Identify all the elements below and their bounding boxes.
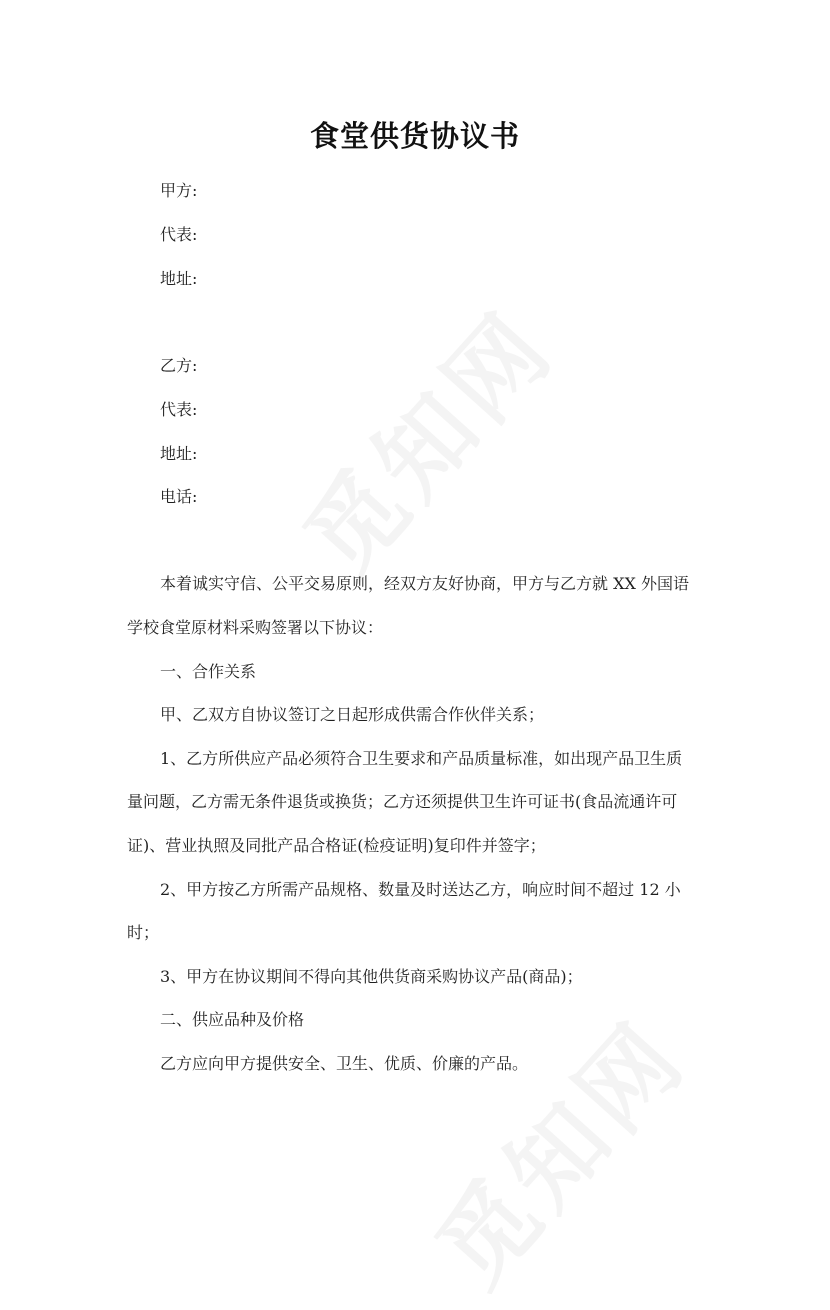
section-1-item-2-line-2: 时；	[127, 923, 160, 942]
section-1-item-1-line-1: 1、乙方所供应产品必须符合卫生要求和产品质量标准，如出现产品卫生质	[160, 749, 683, 768]
party-a-representative-label: 代表:	[160, 225, 198, 244]
section-2-text: 乙方应向甲方提供安全、卫生、优质、价廉的产品。	[160, 1054, 529, 1073]
section-1-item-1-line-2: 量问题，乙方需无条件退货或换货；乙方还须提供卫生许可证书(食品流通许可	[127, 792, 678, 811]
preamble-line-2: 学校食堂原材料采购签署以下协议：	[127, 618, 384, 637]
party-a-label: 甲方:	[160, 181, 198, 200]
watermark	[269, 277, 580, 601]
section-2-heading: 二、供应品种及价格	[160, 1010, 305, 1029]
party-b-address-label: 地址:	[160, 444, 198, 463]
party-b-label: 乙方:	[160, 356, 198, 375]
party-b-phone-label: 电话:	[160, 487, 198, 506]
section-1-heading: 一、合作关系	[160, 662, 257, 681]
section-1-item-2-line-1: 2、甲方按乙方所需产品规格、数量及时送达乙方，响应时间不超过 12 小	[160, 880, 681, 899]
party-a-address-label: 地址:	[160, 269, 198, 288]
document-title: 食堂供货协议书	[309, 119, 520, 153]
preamble-line-1: 本着诚实守信、公平交易原则，经双方友好协商，甲方与乙方就 XX 外国语	[160, 574, 689, 593]
party-b-representative-label: 代表:	[160, 400, 198, 419]
section-1-intro: 甲、乙双方自协议签订之日起形成供需合作伙伴关系；	[160, 705, 545, 724]
watermark	[401, 987, 712, 1310]
section-1-item-1-line-3: 证)、营业执照及同批产品合格证(检疫证明)复印件并签字；	[127, 836, 546, 855]
section-1-item-3: 3、甲方在协议期间不得向其他供货商采购协议产品(商品)；	[160, 967, 583, 986]
